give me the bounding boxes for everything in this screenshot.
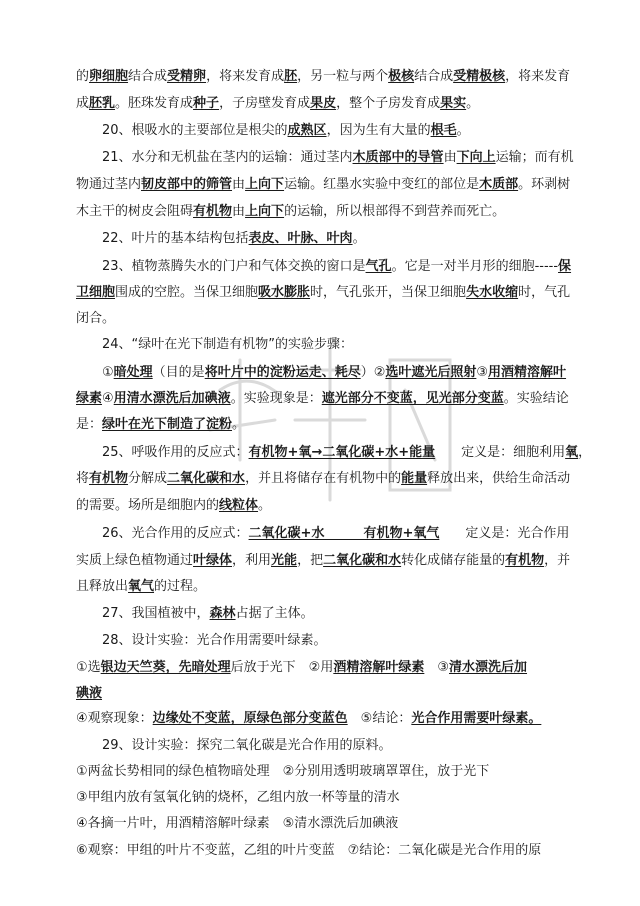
text-segment: 27、我国植被中， xyxy=(76,606,210,621)
underlined-keyword: 极核 xyxy=(388,69,415,84)
text-line xyxy=(76,149,576,167)
underlined-keyword: 暗处理 xyxy=(113,365,153,380)
underlined-keyword: 有机物 xyxy=(89,471,129,486)
text-line xyxy=(76,552,576,570)
text-segment: ，并 xyxy=(544,553,571,568)
text-line xyxy=(76,578,576,596)
text-line xyxy=(76,815,576,833)
underlined-keyword: 果实 xyxy=(440,96,467,111)
underlined-keyword: 受精卵 xyxy=(167,69,207,84)
underlined-keyword: 成熟区 xyxy=(287,123,327,138)
underlined-keyword: 木质部 xyxy=(479,177,519,192)
text-line xyxy=(76,284,576,302)
underlined-keyword: 上向下 xyxy=(245,177,285,192)
text-line xyxy=(76,176,576,194)
text-segment: ，利用 xyxy=(232,553,272,568)
text-line xyxy=(76,632,576,650)
text-segment: 结合成 xyxy=(414,69,454,84)
text-segment: 分解成 xyxy=(128,471,168,486)
underlined-keyword: 二氧化碳和水 xyxy=(167,471,246,486)
text-segment: 运输。红墨水实验中变红的部位是 xyxy=(284,177,480,192)
text-segment: 是： xyxy=(76,417,103,432)
underlined-keyword: 种子 xyxy=(193,96,220,111)
text-segment: 时，气孔张开，当保卫细胞 xyxy=(310,285,467,300)
text-line xyxy=(76,203,576,221)
underlined-keyword: 果皮 xyxy=(310,96,337,111)
underlined-keyword: 绿叶在光下制造了淀粉 xyxy=(102,417,233,432)
text-line xyxy=(76,416,576,434)
text-segment: 20、根吸水的主要部位是根尖的 xyxy=(76,123,288,138)
text-line xyxy=(76,497,576,515)
text-segment: ④观察现象： xyxy=(76,711,153,726)
text-segment: 由 xyxy=(232,204,246,219)
text-segment: 。实验结论 xyxy=(503,391,569,406)
text-segment: 。它是一对半月形的细胞----- xyxy=(391,259,559,274)
underlined-keyword: 失水收缩 xyxy=(466,285,519,300)
text-segment: 运输；而有机 xyxy=(495,150,574,165)
text-line xyxy=(76,258,576,276)
underlined-keyword: 有机物 xyxy=(193,204,233,219)
text-line xyxy=(76,525,576,543)
underlined-keyword: 叶绿体 xyxy=(193,553,233,568)
text-segment: （目的是 xyxy=(152,365,205,380)
text-segment: 时，气孔 xyxy=(518,285,571,300)
text-segment: 的运输，所以根部得不到营养而死亡。 xyxy=(284,204,506,219)
underlined-keyword: 卫细胞 xyxy=(76,285,116,300)
text-segment: ⑥观察：甲组的叶片不变蓝，乙组的叶片变蓝 ⑦结论：二氧化碳是光合作用的原 xyxy=(76,843,542,858)
underlined-keyword: 木质部中的导管 xyxy=(352,150,444,165)
text-segment: 成 xyxy=(76,96,90,111)
text-segment: 且释放出 xyxy=(76,579,129,594)
text-line xyxy=(76,605,576,623)
text-segment: 木主干的树皮会阻碍 xyxy=(76,204,194,219)
text-segment: 的过程。 xyxy=(154,579,207,594)
text-segment: 。 xyxy=(232,417,246,432)
underlined-keyword: 表皮、叶脉、叶肉 xyxy=(248,231,353,246)
text-line xyxy=(76,737,576,755)
underlined-keyword: 受精极核 xyxy=(453,69,506,84)
text-line xyxy=(76,685,576,703)
text-segment: 26、光合作用的反应式： xyxy=(76,526,249,541)
text-segment: 24、“绿叶在光下制造有机物”的实验步骤： xyxy=(76,337,354,352)
underlined-keyword: 光能 xyxy=(271,553,298,568)
text-segment: 由 xyxy=(443,150,457,165)
text-segment: 转化成储存能量的 xyxy=(401,553,506,568)
underlined-keyword: 卵细胞 xyxy=(89,69,129,84)
underlined-keyword: 光合作用需要叶绿素。 xyxy=(411,711,542,726)
underlined-keyword: 二氧化碳和水 xyxy=(323,553,402,568)
text-line xyxy=(76,336,576,354)
underlined-keyword: 根毛 xyxy=(430,123,457,138)
text-segment: ①两盆长势相同的绿色植物暗处理 ②分别用透明玻璃罩罩住，放于光下 xyxy=(76,764,490,779)
underlined-keyword: 用清水漂洗后加碘液 xyxy=(113,391,231,406)
text-segment: ③甲组内放有氢氧化钠的烧杯，乙组内放一杯等量的清水 xyxy=(76,790,400,805)
text-segment: 释放出来，供给生命活动 xyxy=(427,471,571,486)
text-segment: 。 xyxy=(456,123,470,138)
text-line xyxy=(76,68,576,86)
underlined-keyword: 有机物 xyxy=(505,553,545,568)
text-segment: ，将来发育 xyxy=(505,69,571,84)
text-line xyxy=(76,230,576,248)
text-segment: ，并且将储存在有机物中的 xyxy=(245,471,402,486)
underlined-keyword: 韧皮部中的筛管 xyxy=(141,177,233,192)
underlined-keyword: 绿素 xyxy=(76,391,103,406)
underlined-keyword: 有机物+氧→二氧化碳+水+能量 xyxy=(248,445,436,460)
underlined-keyword: 用酒精溶解叶 xyxy=(488,365,567,380)
text-segment: 。 xyxy=(352,231,366,246)
text-segment: 将 xyxy=(76,471,90,486)
underlined-keyword: 上向下 xyxy=(245,204,285,219)
text-segment: ，将来发育成 xyxy=(206,69,285,84)
underlined-keyword: 保 xyxy=(558,259,572,274)
text-segment: 由 xyxy=(232,177,246,192)
underlined-keyword: 胚乳 xyxy=(89,96,116,111)
text-segment: 定义是：光合作用 xyxy=(439,526,570,541)
text-segment: ⑤结论： xyxy=(347,711,412,726)
underlined-keyword: 酒精溶解叶绿素 xyxy=(333,660,425,675)
underlined-keyword: 选叶遮光后照射 xyxy=(385,365,477,380)
text-segment: 。环剥树 xyxy=(518,177,571,192)
text-segment: 的 xyxy=(76,69,90,84)
text-segment: ①选 xyxy=(76,660,101,675)
text-segment: 25、呼吸作用的反应式： xyxy=(76,445,249,460)
text-segment: 21、水分和无机盐在茎内的运输：通过茎内 xyxy=(76,150,353,165)
text-segment: 围成的空腔。当保卫细胞 xyxy=(115,285,259,300)
underlined-keyword: 能量 xyxy=(401,471,428,486)
text-line xyxy=(76,444,592,462)
text-line xyxy=(76,710,576,728)
text-line xyxy=(76,310,576,328)
text-segment: ，子房壁发育成 xyxy=(219,96,311,111)
underlined-keyword: 线粒体 xyxy=(219,498,259,513)
text-line xyxy=(76,470,576,488)
underlined-keyword: 吸水膨胀 xyxy=(258,285,311,300)
text-segment: ，另一粒与两个 xyxy=(297,69,389,84)
text-line xyxy=(76,95,576,113)
text-segment: ① xyxy=(76,365,114,380)
underlined-keyword: 气孔 xyxy=(365,259,392,274)
text-segment: ④各摘一片叶，用酒精溶解叶绿素 ⑤清水漂洗后加碘液 xyxy=(76,816,399,831)
underlined-keyword: 二氧化碳+水 有机物+氧气 xyxy=(248,526,440,541)
text-line xyxy=(76,842,576,860)
text-line xyxy=(76,122,576,140)
text-segment: 实质上绿色植物通过 xyxy=(76,553,194,568)
text-segment: ④ xyxy=(102,391,114,406)
text-segment: 23、植物蒸腾失水的门户和气体交换的窗口是 xyxy=(76,259,366,274)
underlined-keyword: 胚 xyxy=(284,69,298,84)
text-segment: 后放于光下 ②用 xyxy=(230,660,334,675)
text-segment: ③ xyxy=(476,365,489,380)
underlined-keyword: 遮光部分不变蓝，见光部分变蓝 xyxy=(321,391,504,406)
underlined-keyword: 清水漂洗后加 xyxy=(449,660,528,675)
underlined-keyword: 将叶片中的淀粉运走、耗尽 xyxy=(204,365,361,380)
text-segment: 结合成 xyxy=(128,69,168,84)
text-segment: ，把 xyxy=(297,553,324,568)
underlined-keyword: 氧气 xyxy=(128,579,155,594)
underlined-keyword: 银边天竺葵，先暗处理 xyxy=(100,660,231,675)
text-segment: ，因为生有大量的 xyxy=(326,123,431,138)
text-segment: 。 xyxy=(258,498,272,513)
text-line xyxy=(76,390,576,408)
text-segment: 。实验现象是： xyxy=(230,391,322,406)
text-segment: 28、设计实验：光合作用需要叶绿素。 xyxy=(76,633,327,648)
underlined-keyword: 边缘处不变蓝，原绿色部分变蓝色 xyxy=(152,711,348,726)
text-line xyxy=(76,763,576,781)
text-segment: 物通过茎内 xyxy=(76,177,142,192)
text-segment: 29、设计实验：探究二氧化碳是光合作用的原料。 xyxy=(76,738,392,753)
text-segment: ， xyxy=(578,445,592,460)
text-segment: 定义是：细胞利用 xyxy=(435,445,566,460)
text-segment: 闭合。 xyxy=(76,311,116,326)
underlined-keyword: 下向上 xyxy=(456,150,496,165)
text-segment: ，整个子房发育成 xyxy=(336,96,441,111)
underlined-keyword: 氧 xyxy=(565,445,579,460)
text-line xyxy=(76,789,576,807)
underlined-keyword: 森林 xyxy=(209,606,236,621)
text-segment: 的需要。场所是细胞内的 xyxy=(76,498,220,513)
underlined-keyword: 碘液 xyxy=(76,686,103,701)
text-segment: 。胚珠发育成 xyxy=(115,96,194,111)
text-segment: ③ xyxy=(424,660,449,675)
text-segment: 占据了主体。 xyxy=(235,606,314,621)
text-line xyxy=(76,659,576,677)
text-segment: 22、叶片的基本结构包括 xyxy=(76,231,249,246)
text-segment: 。 xyxy=(466,96,480,111)
text-segment: ）② xyxy=(360,365,386,380)
text-line xyxy=(76,364,576,382)
